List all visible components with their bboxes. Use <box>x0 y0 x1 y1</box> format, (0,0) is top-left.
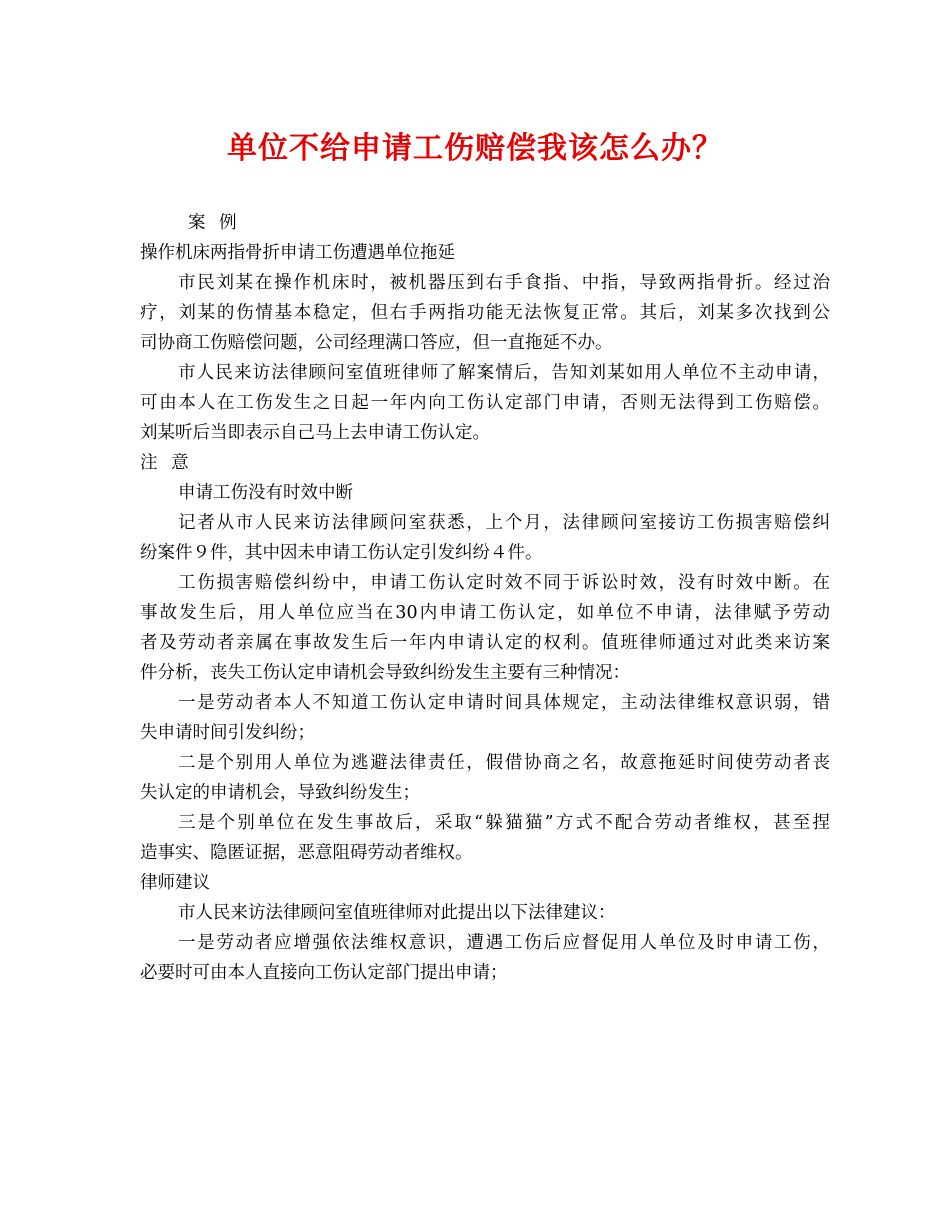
paragraph-line: 件分析，丧失工伤认定申请机会导致纠纷发生主要有三种情况： <box>140 663 630 683</box>
paragraph-line: 市人民来访法律顾问室值班律师了解案情后，告知刘某如用人单位不主动申请， <box>178 363 830 383</box>
paragraph-line: 造事实、隐匿证据，恶意阻碍劳动者维权。 <box>140 843 473 863</box>
paragraph-line: 刘某听后当即表示自己马上去申请工伤认定。 <box>140 423 490 443</box>
paragraph-line: 三是个别单位在发生事故后，采取“躲猫猫”方式不配合劳动者维权，甚至捏 <box>178 813 830 833</box>
section-label-lawyer-advice: 律师建议 <box>140 873 210 893</box>
paragraph-line: 可由本人在工伤发生之日起一年内向工伤认定部门申请，否则无法得到工伤赔偿。 <box>140 393 830 413</box>
paragraph-line: 一是劳动者本人不知道工伤认定申请时间具体规定，主动法律维权意识弱，错 <box>178 693 830 713</box>
paragraph-line: 纷案件９件，其中因未申请工伤认定引发纠纷４件。 <box>140 543 543 563</box>
paragraph-line: 市人民来访法律顾问室值班律师对此提出以下法律建议： <box>178 903 616 923</box>
section-label-note: 注 意 <box>140 453 193 473</box>
paragraph-line: 必要时可由本人直接向工伤认定部门提出申请； <box>140 963 508 983</box>
document-body <box>140 208 830 988</box>
paragraph-line: 一是劳动者应增强依法维权意识，遭遇工伤后应督促用人单位及时申请工伤， <box>178 933 830 953</box>
paragraph-line: 失认定的申请机会，导致纠纷发生； <box>140 783 420 803</box>
paragraph-line: 工伤损害赔偿纠纷中，申请工伤认定时效不同于诉讼时效，没有时效中断。在 <box>178 573 830 593</box>
paragraph-line: 疗，刘某的伤情基本稳定，但右手两指功能无法恢复正常。其后，刘某多次找到公 <box>140 303 830 323</box>
paragraph-line: 失申请时间引发纠纷； <box>140 723 315 743</box>
paragraph-line: 事故发生后，用人单位应当在30内申请工伤认定，如单位不申请，法律赋予劳动 <box>140 603 830 623</box>
case-subtitle: 操作机床两指骨折申请工伤遭遇单位拖延 <box>140 243 455 263</box>
paragraph-line: 司协商工伤赔偿问题，公司经理满口答应，但一直拖延不办。 <box>140 333 613 353</box>
paragraph-line: 者及劳动者亲属在事故发生后一年内申请认定的权利。值班律师通过对此类来访案 <box>140 633 830 653</box>
document-title: 单位不给申请工伤赔偿我该怎么办？ <box>227 131 723 166</box>
section-label-case: 案 例 <box>188 213 241 233</box>
paragraph-line: 二是个别用人单位为逃避法律责任，假借协商之名，故意拖延时间使劳动者丧 <box>178 753 830 773</box>
paragraph-line: 市民刘某在操作机床时，被机器压到右手食指、中指，导致两指骨折。经过治 <box>178 273 830 293</box>
paragraph-line: 记者从市人民来访法律顾问室获悉，上个月，法律顾问室接访工伤损害赔偿纠 <box>178 513 830 533</box>
note-subtitle: 申请工伤没有时效中断 <box>178 483 353 503</box>
